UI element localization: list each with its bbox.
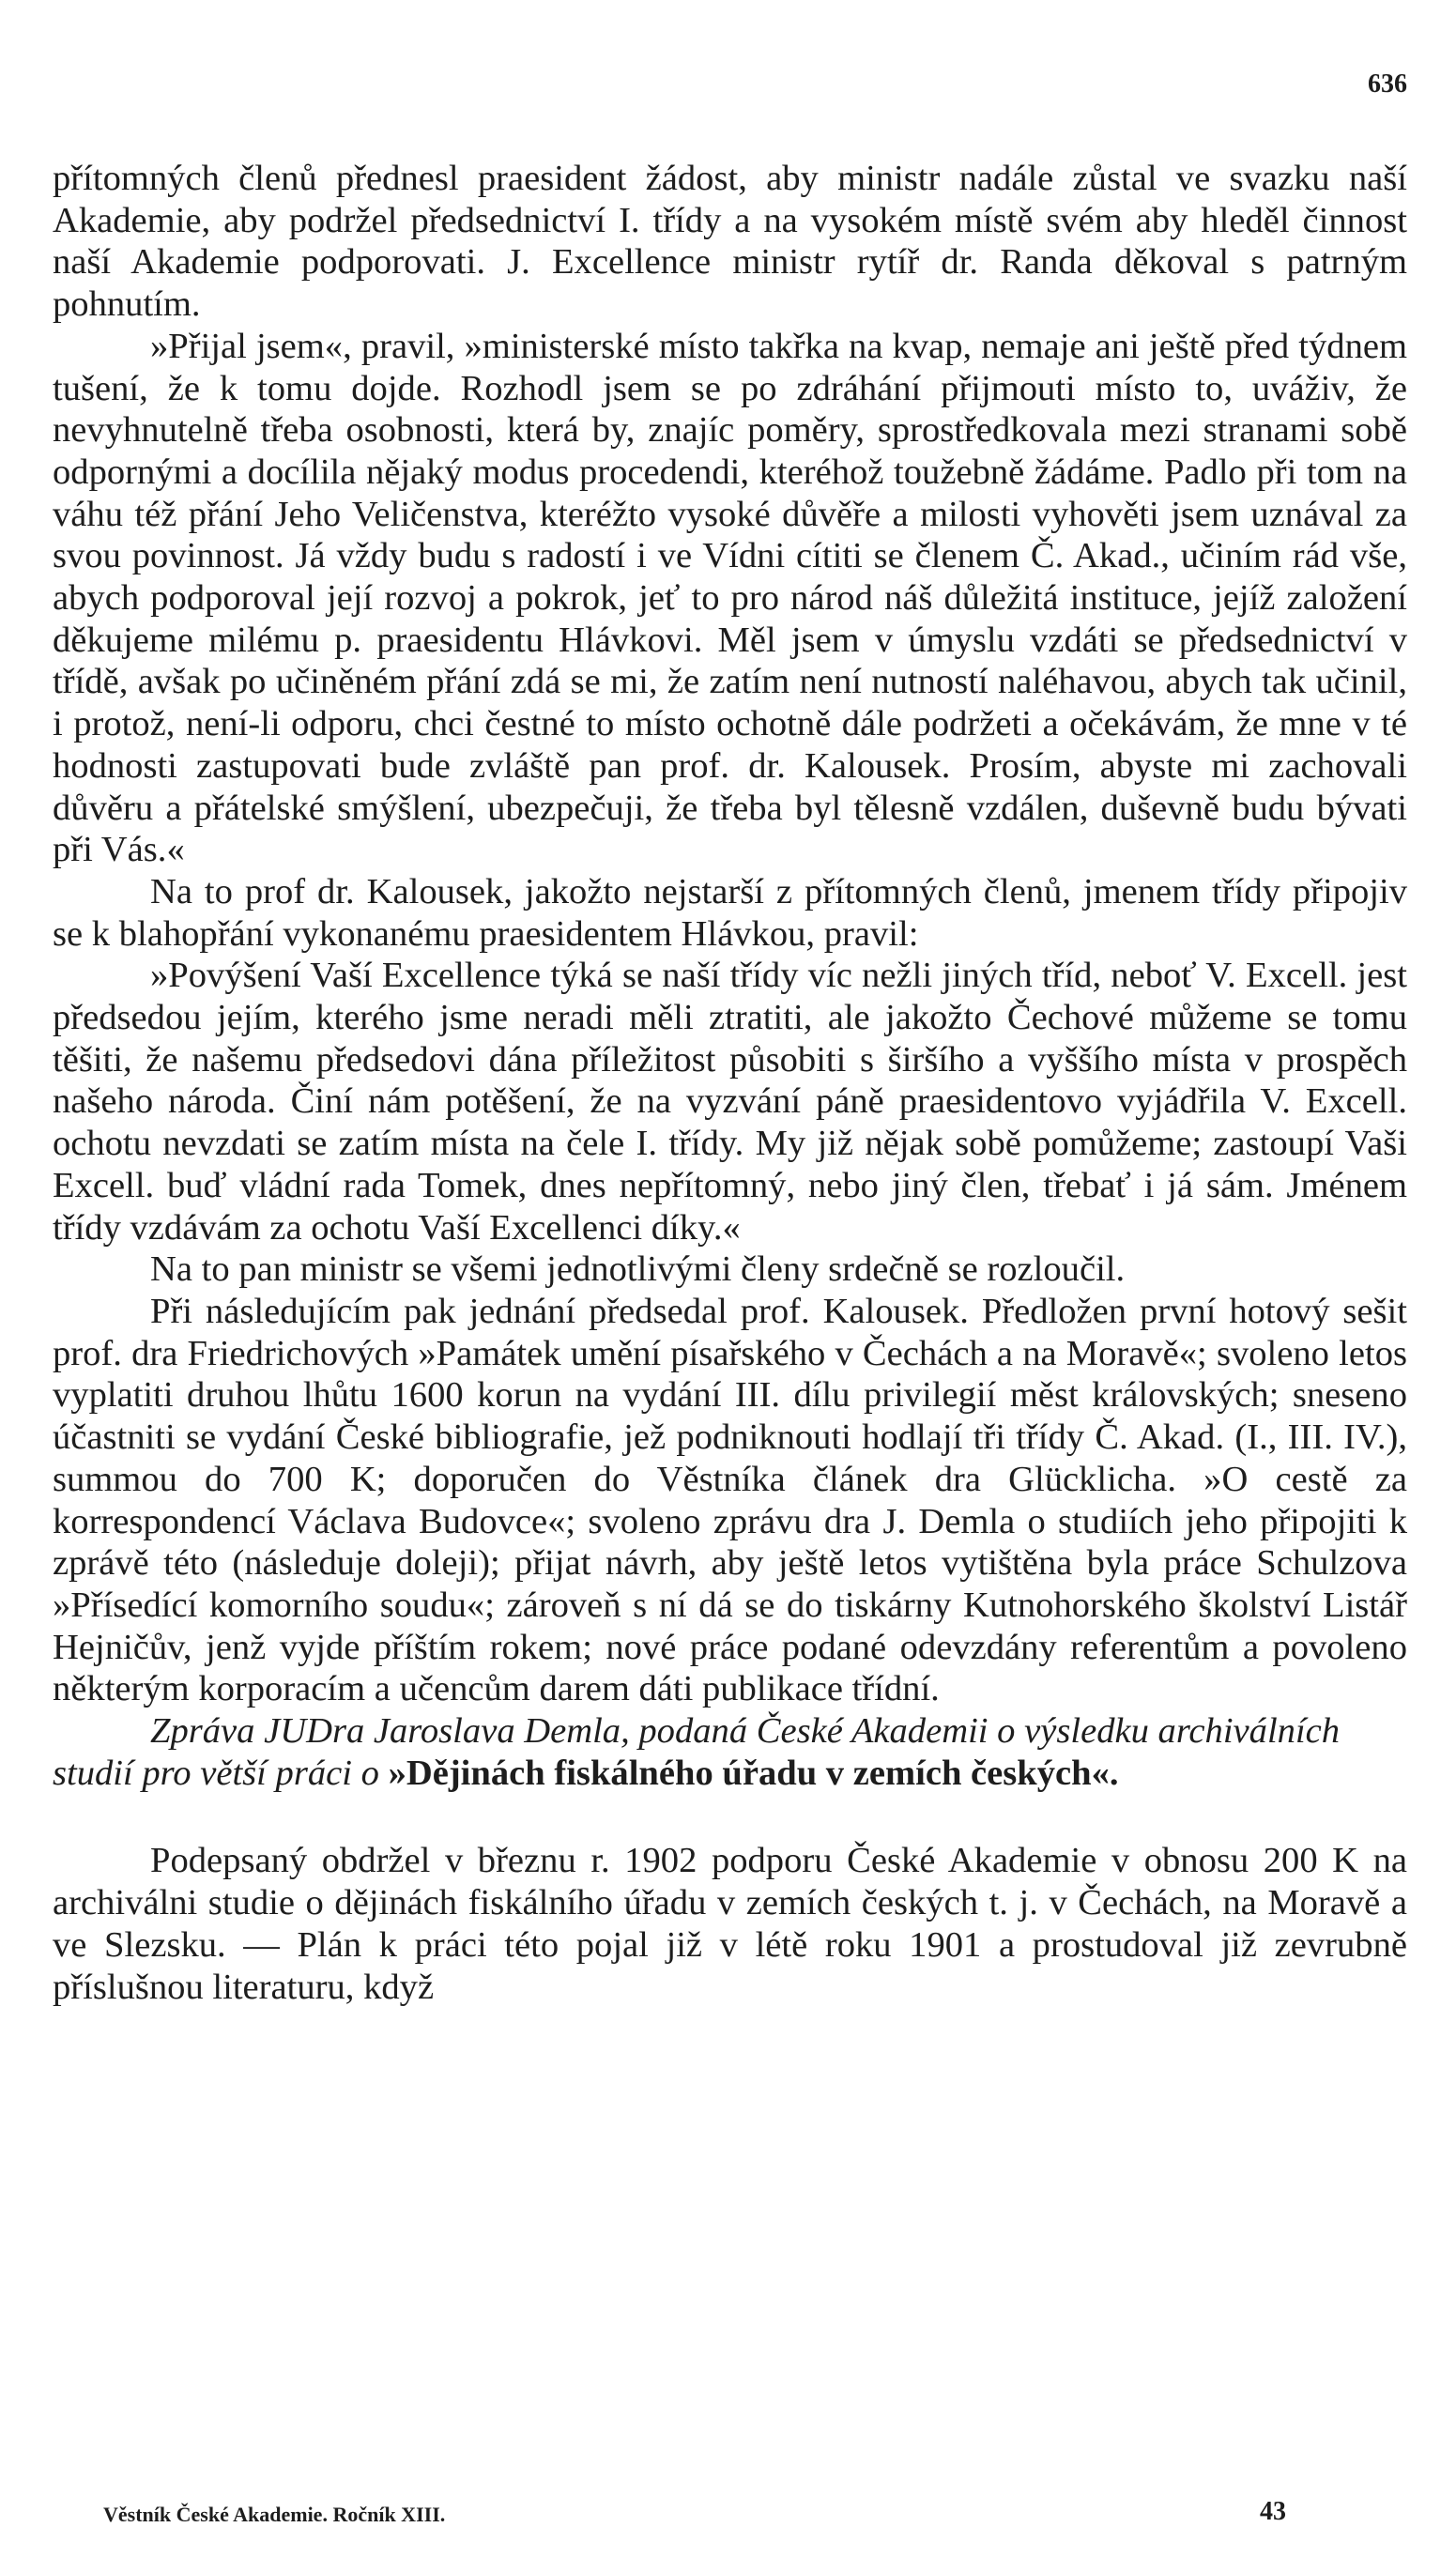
paragraph: Při následujícím pak jednání předsedal prof. Kalousek. Předložen první hotový sešit prof. dra Friedrichových »Památek umění písařského v Čechách a na Moravě«; svoleno letos vyplatiti druhou lhůtu 1600 korun na vydání III. dílu privilegií měst královských; sneseno účastniti se vydání České bibliografie, jež podniknouti hodlají tři třídy Č. Akad. (I., III. IV.), summou do 700 K; doporučen do Věstníka článek dra Glücklicha. »O cestě za korrespondencí Václava Budovce«; svoleno zprávu dra J. Demla o studiích jeho připojiti k zprávě této (následuje doleji); přijat návrh, aby ještě letos vytištěna byla práce Schulzova »Přísedící komorního soudu«; zároveň s ní dá se do tiskárny Kutnohorského školství Listář Hejničův, jenž vyjde příštím rokem; nové práce podané odevzdány referentům a povoleno některým korporacím a učencům darem dáti publikace třídní. <box>53 1291 1407 1709</box>
paragraph: »Povýšení Vaší Excellence týká se naší třídy víc nežli jiných tříd, neboť V. Excell. jest předsedou jejím, kterého jsme neradi měli ztratiti, ale jakožto Čechové můžeme se tomu těšiti, že našemu předsedovi dána příležitost působiti s širšího a vyššího místa v prospěch našeho národa. Činí nám potěšení, že na vyzvání páně praesidentovo vyjádřila V. Excell. ochotu nevzdati se zatím místa na čele I. třídy. My již nějak sobě pomůžeme; zastoupí Vaši Excell. buď vládní rada Tomek, dnes nepřítomný, nebo jiný člen, třebať i já sám. Jménem třídy vzdávám za ochotu Vaší Excellenci díky.« <box>53 956 1407 1248</box>
report-heading-subject: »Dějinách fiskálného úřadu v zemích českých«. <box>388 1753 1119 1793</box>
page-number: 636 <box>1368 69 1407 99</box>
signature-number: 43 <box>1260 2497 1286 2526</box>
page-body <box>53 158 1407 2008</box>
journal-title: Věstník České Akademie. Ročník XIII. <box>103 2503 446 2526</box>
paragraph: Na to prof dr. Kalousek, jakožto nejstarší z přítomných členů, jmenem třídy připojiv se k blahopřání vykonanému praesidentem Hlávkou, pravil: <box>53 871 1407 954</box>
paragraph: přítomných členů přednesl praesident žádost, aby ministr nadále zůstal ve svazku naší Akademie, aby podržel předsednictví I. třídy a na vysokém místě svém aby hleděl činnost naší Akademie podporovati. J. Excellence ministr rytíř dr. Randa děkoval s patrným pohnutím. <box>53 159 1407 325</box>
report-heading-title: Zpráva JUDra Jaroslava Demla, podaná České Akademii o výsledku archiválních studií pro větší práci o <box>53 1711 1341 1793</box>
paragraph: Podepsaný obdržel v březnu r. 1902 podporu České Akademie v obnosu 200 K na archiválni studie o dějinách fiskálního úřadu v zemích českých t. j. v Čechách, na Moravě a ve Slezsku. — Plán k práci této pojal již v létě roku 1901 a prostudoval již zevrubně příslušnou literaturu, když <box>53 1841 1407 2007</box>
paragraph: Na to pan ministr se všemi jednotlivými členy srdečně se rozloučil. <box>150 1249 1126 1290</box>
report-heading <box>53 1710 1407 1794</box>
paragraph: »Přijal jsem«, pravil, »ministerské místo takřka na kvap, nemaje ani ještě před týdnem tušení, že k tomu dojde. Rozhodl jsem se po zdráhání přijmouti místo to, uváživ, že nevyhnutelně třeba osobnosti, která by, znajíc poměry, sprostředkovala mezi stranami sobě odpornými a docílila nějaký modus procedendi, kteréhož toužebně žádáme. Padlo při tom na váhu též přání Jeho Veličenstva, kteréžto vysoké důvěře a milosti vyhověti jsem uznával za svou povinnost. Já vždy budu s radostí i ve Vídni cítiti se členem Č. Akad., učiním rád vše, abych podporoval její rozvoj a pokrok, jeť to pro národ náš důležitá instituce, jejíž založení děkujeme milému p. praesidentu Hlávkovi. Měl jsem v úmyslu vzdáti se předsednictví v třídě, avšak po učiněném přání zdá se mi, že zatím není nutností naléhavou, abych tak učinil, i protož, není-li odporu, chci čestné to místo ochotně dále podržeti a očekávám, že mne v té hodnosti zastupovati bude zvláště pan prof. dr. Kalousek. Prosím, abyste mi zachovali důvěru a přátelské smýšlení, ubezpečuji, že třeba byl tělesně vzdálen, duševně budu bývati při Vás.« <box>53 326 1407 870</box>
